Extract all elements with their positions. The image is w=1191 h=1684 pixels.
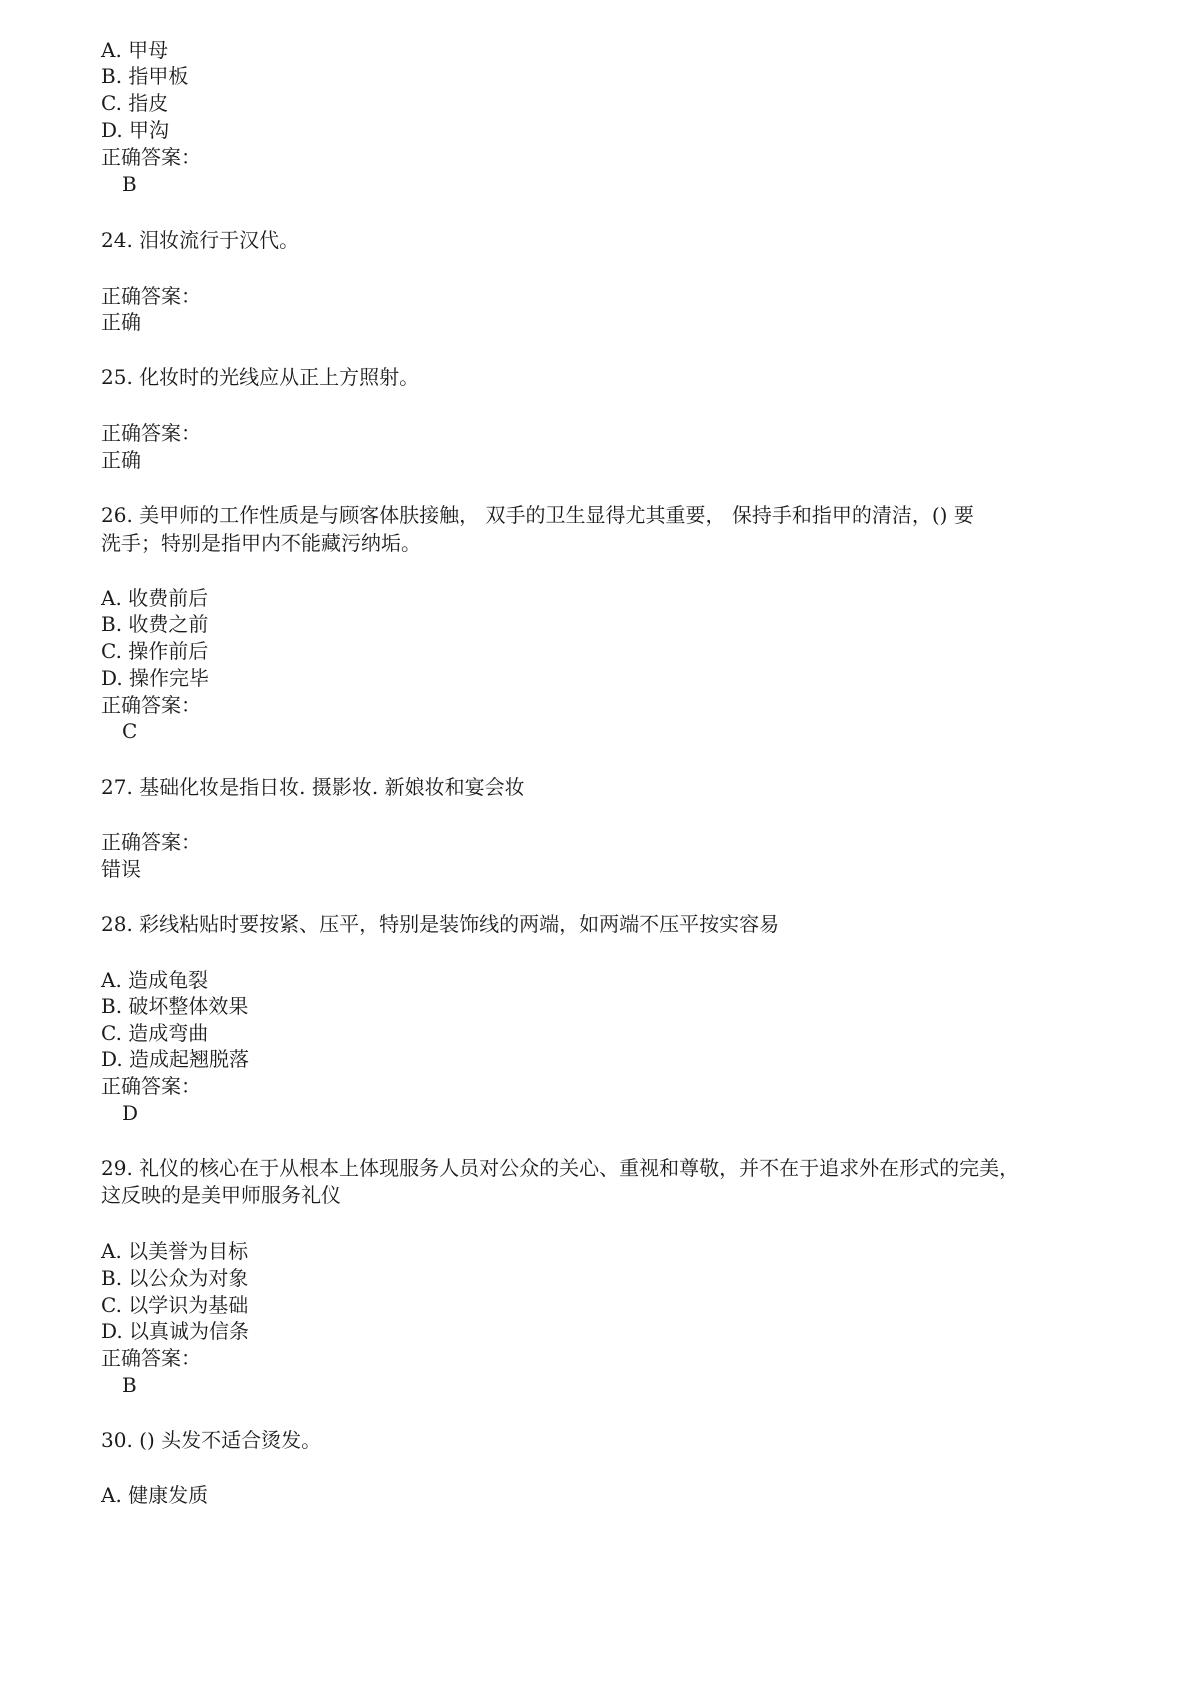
option-d: D. 造成起翘脱落 [101, 1047, 250, 1071]
answer-value: 正确 [101, 448, 141, 472]
option-c: C. 以学识为基础 [101, 1293, 249, 1317]
answer-label: 正确答案： [101, 1074, 201, 1098]
option-b: B. 指甲板 [101, 64, 189, 88]
option-c: C. 指皮 [101, 91, 169, 115]
question-26-line1: 26. 美甲师的工作性质是与顾客体肤接触， 双手的卫生显得尤其重要， 保持手和指甲的清洁，() 要 [101, 503, 974, 527]
option-a: A. 以美誉为目标 [101, 1239, 249, 1263]
answer-value: 正确 [101, 310, 141, 334]
question-28: 28. 彩线粘贴时要按紧、压平，特别是装饰线的两端，如两端不压平按实容易 [101, 912, 780, 936]
answer-label: 正确答案： [101, 145, 201, 169]
question-24: 24. 泪妆流行于汉代。 [101, 228, 300, 252]
answer-value: 错误 [101, 857, 141, 881]
option-b: B. 以公众为对象 [101, 1266, 249, 1290]
option-a: A. 收费前后 [101, 586, 209, 610]
option-a: A. 造成龟裂 [101, 968, 209, 992]
option-a: A. 甲母 [101, 38, 169, 62]
question-27: 27. 基础化妆是指日妆. 摄影妆. 新娘妆和宴会妆 [101, 775, 525, 799]
question-30: 30. () 头发不适合烫发。 [101, 1428, 322, 1452]
answer-label: 正确答案： [101, 284, 201, 308]
question-29-line1: 29. 礼仪的核心在于从根本上体现服务人员对公众的关心、重视和尊敬，并不在于追求外在形式的完美， [101, 1156, 1020, 1180]
option-b: B. 破坏整体效果 [101, 994, 249, 1018]
option-a: A. 健康发质 [101, 1483, 209, 1507]
answer-label: 正确答案： [101, 693, 201, 717]
option-b: B. 收费之前 [101, 612, 209, 636]
question-26-line2: 洗手；特别是指甲内不能藏污纳垢。 [101, 531, 421, 555]
answer-value: B [122, 172, 137, 196]
option-c: C. 操作前后 [101, 639, 209, 663]
option-d: D. 操作完毕 [101, 666, 210, 690]
answer-value: C [122, 719, 138, 743]
option-d: D. 以真诚为信条 [101, 1319, 250, 1343]
option-c: C. 造成弯曲 [101, 1021, 209, 1045]
answer-label: 正确答案： [101, 421, 201, 445]
answer-label: 正确答案： [101, 830, 201, 854]
answer-label: 正确答案： [101, 1346, 201, 1370]
question-29-line2: 这反映的是美甲师服务礼仪 [101, 1183, 341, 1207]
answer-value: D [122, 1101, 139, 1125]
question-25: 25. 化妆时的光线应从正上方照射。 [101, 365, 420, 389]
answer-value: B [122, 1373, 137, 1397]
option-d: D. 甲沟 [101, 118, 170, 142]
